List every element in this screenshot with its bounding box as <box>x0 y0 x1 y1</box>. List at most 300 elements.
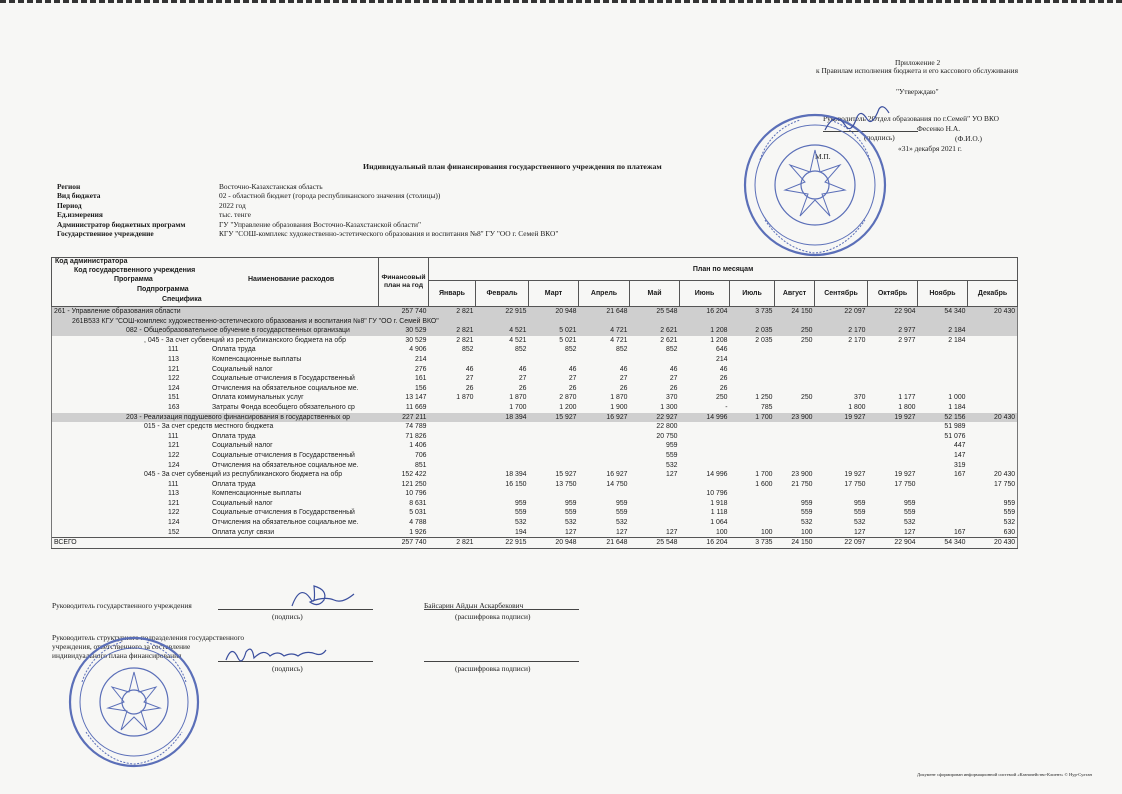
month-value-cell: 22 904 <box>868 307 918 317</box>
month-value-cell <box>630 480 680 490</box>
month-value-cell <box>968 317 1018 327</box>
expense-name: Отчисления на обязательное социальное ме. <box>212 519 359 527</box>
struct-label-2: учреждения, ответственного за составление <box>52 642 191 651</box>
month-value-cell <box>868 384 918 394</box>
month-value-cell: 167 <box>954 528 966 536</box>
month-value-cell <box>775 355 815 365</box>
month-value-cell: 852 <box>666 346 678 354</box>
expense-code-cell <box>52 528 379 538</box>
expense-code-cell <box>52 307 379 317</box>
month-value-cell: 22 097 <box>815 307 868 317</box>
month-value-cell: 2 184 <box>918 326 968 336</box>
month-value-cell: 2 977 <box>898 336 916 344</box>
month-value-cell <box>476 317 529 327</box>
month-value-cell <box>579 451 630 461</box>
expense-code: 082 - Общеобразовательное обучение в государственных организаци <box>126 327 350 335</box>
total-month-cell: 22 904 <box>868 538 918 549</box>
month-value-cell <box>968 432 1018 442</box>
month-value-cell <box>815 489 868 499</box>
head-sign-caption: (подпись) <box>272 612 303 621</box>
month-value-cell: 26 <box>568 384 577 392</box>
month-value-cell: 51 076 <box>944 432 966 440</box>
month-value-cell <box>815 441 868 451</box>
month-value-cell <box>918 508 968 518</box>
table-row <box>52 470 1018 480</box>
annual-total-cell: 4 906 <box>409 346 427 354</box>
month-value-cell <box>968 403 1018 413</box>
month-value-cell: 46 <box>518 365 527 373</box>
table-row <box>52 403 1018 413</box>
table-row <box>52 307 1018 317</box>
month-value-cell: 532 <box>801 519 813 527</box>
month-value-cell <box>775 374 815 384</box>
month-value-cell: 5 021 <box>559 336 577 344</box>
month-value-cell: 959 <box>666 442 678 450</box>
total-month-cell: 20 430 <box>968 538 1018 549</box>
expense-name: Компенсационные выплаты <box>212 355 302 363</box>
month-value-cell: 2 621 <box>660 336 678 344</box>
month-value-cell <box>815 461 868 471</box>
month-header: Июль <box>730 281 775 307</box>
meta-value: Восточно-Казахстанская область <box>219 182 323 191</box>
expense-name-header: Наименование расходов <box>248 276 335 283</box>
table-row <box>52 422 1018 432</box>
month-value-cell: 100 <box>761 528 773 536</box>
month-value-cell <box>968 345 1018 355</box>
expense-code: 113 <box>168 355 179 363</box>
expense-code-cell <box>52 345 379 355</box>
month-value-cell: 19 927 <box>894 471 916 479</box>
expense-name: Социальные отчисления в Государственный <box>212 451 355 459</box>
month-value-cell <box>730 441 775 451</box>
meta-value: ГУ "Управление образования Восточно-Казахстанской области" <box>219 219 422 229</box>
month-value-cell <box>868 451 918 461</box>
month-value-cell: 127 <box>854 528 866 536</box>
month-value-cell <box>775 441 815 451</box>
month-header: Сентябрь <box>815 281 868 307</box>
expense-code-cell <box>52 499 379 509</box>
annual-total-cell: 152 422 <box>401 471 427 479</box>
month-value-cell: 26 <box>465 384 474 392</box>
month-value-cell <box>815 317 868 327</box>
table-row <box>52 317 1018 327</box>
expense-code: 122 <box>168 451 180 459</box>
head-decode-caption: (расшифровка подписи) <box>455 612 531 621</box>
month-value-cell: 52 156 <box>918 413 968 423</box>
meta-row <box>57 210 558 219</box>
month-value-cell <box>868 317 918 327</box>
month-value-cell <box>429 508 476 518</box>
code-admin-header: Код администратора <box>55 258 128 265</box>
meta-key: Ед.измерения <box>57 210 103 220</box>
month-value-cell <box>476 451 529 461</box>
total-label: ВСЕГО <box>52 538 379 549</box>
month-value-cell <box>476 432 529 442</box>
month-value-cell: 532 <box>515 519 527 527</box>
month-value-cell <box>429 480 476 490</box>
month-value-cell: 1 870 <box>456 394 474 402</box>
table-row <box>52 432 1018 442</box>
month-value-cell <box>529 432 579 442</box>
meta-key: Регион <box>57 182 81 191</box>
expense-code-cell <box>52 365 379 375</box>
total-month-cell: 22 097 <box>815 538 868 549</box>
month-value-cell: 1 700 <box>509 403 527 411</box>
month-value-cell: 22 927 <box>630 413 680 423</box>
month-value-cell <box>429 441 476 451</box>
month-value-cell: 2 170 <box>848 336 866 344</box>
month-value-cell: 100 <box>716 528 728 536</box>
month-value-cell: 17 750 <box>968 480 1018 490</box>
month-value-cell <box>429 461 476 471</box>
month-header: Октябрь <box>868 281 918 307</box>
expense-code: 124 <box>168 461 180 469</box>
expense-name: Оплата услуг связи <box>212 528 275 536</box>
month-value-cell: 18 394 <box>505 471 527 479</box>
month-value-cell <box>868 422 918 432</box>
month-value-cell <box>775 365 815 375</box>
month-value-cell <box>868 355 918 365</box>
month-value-cell: 852 <box>462 346 474 354</box>
expense-code-cell <box>52 384 379 394</box>
annual-total-cell: 71 826 <box>405 432 427 440</box>
month-value-cell: 14 996 <box>706 471 728 479</box>
month-value-cell: 127 <box>666 528 678 536</box>
month-value-cell <box>968 489 1018 499</box>
expense-code: 121 <box>168 499 180 507</box>
expense-code-cell <box>52 480 379 490</box>
month-value-cell: 532 <box>854 519 866 527</box>
month-header: Ноябрь <box>918 281 968 307</box>
month-value-cell: 559 <box>616 509 628 517</box>
month-value-cell <box>680 451 730 461</box>
expense-code-cell <box>52 403 379 413</box>
month-value-cell <box>730 508 775 518</box>
month-value-cell <box>680 422 730 432</box>
code-institution-header: Код государственного учреждения <box>74 267 196 274</box>
meta-key: Вид бюджета <box>57 191 101 201</box>
expense-name: Отчисления на обязательное социальное ме. <box>212 384 359 392</box>
month-value-cell: 24 150 <box>775 307 815 317</box>
month-value-cell: 2 035 <box>755 336 773 344</box>
annual-total-cell: 161 <box>415 375 427 383</box>
expense-code: 203 - Реализация подушевого финансирования в государственных ор <box>126 413 350 421</box>
month-value-cell: 15 927 <box>555 471 577 479</box>
table-row <box>52 326 1018 336</box>
month-value-cell: 27 <box>669 375 678 383</box>
month-value-cell: 2 621 <box>630 326 680 336</box>
meta-row <box>57 191 558 200</box>
table-row <box>52 393 1018 403</box>
month-value-cell <box>815 432 868 442</box>
month-value-cell: 26 <box>518 384 527 392</box>
approver-signature <box>820 108 900 138</box>
month-value-cell <box>680 480 730 490</box>
meta-value: КГУ "СОШ-комплекс художественно-эстетического образования и воспитания №8" ГУ "ОО г. Семей ВКО" <box>219 229 559 239</box>
month-value-cell: 2 977 <box>868 326 918 336</box>
meta-row <box>57 229 558 238</box>
month-value-cell: 26 <box>669 384 678 392</box>
month-value-cell <box>918 489 968 499</box>
month-value-cell <box>968 365 1018 375</box>
month-value-cell: 100 <box>801 528 813 536</box>
expense-code-cell <box>52 326 379 336</box>
annual-total-cell: 4 788 <box>409 519 427 527</box>
approval-date: «31» декабря 2021 г. <box>898 144 962 153</box>
month-value-cell: 250 <box>775 326 815 336</box>
month-value-cell: 18 394 <box>476 413 529 423</box>
mp-label: М.П. <box>815 152 831 161</box>
month-value-cell <box>815 345 868 355</box>
table-row <box>52 336 1018 346</box>
month-value-cell: 54 340 <box>918 307 968 317</box>
month-value-cell: 959 <box>801 499 813 507</box>
expense-name: Затраты Фонда всеобщего обязательного ср <box>212 403 355 411</box>
annual-total-cell: 851 <box>415 461 427 469</box>
month-value-cell <box>968 393 1018 403</box>
table-row <box>52 384 1018 394</box>
month-value-cell: 127 <box>904 528 916 536</box>
expense-code-cell <box>52 508 379 518</box>
month-value-cell <box>918 499 968 509</box>
page-edge <box>0 0 1122 7</box>
expense-code-cell <box>52 432 379 442</box>
annual-total-cell: 121 250 <box>401 480 427 488</box>
table-row <box>52 413 1018 423</box>
expense-name: Социальные отчисления в Государственный <box>212 375 355 383</box>
month-value-cell: 4 521 <box>476 326 529 336</box>
approver-fio-caption: (Ф.И.О.) <box>955 134 982 143</box>
month-value-cell <box>730 374 775 384</box>
total-annual-cell: 257 740 <box>379 538 429 549</box>
head-name: Байсарин Айдын Аскарбекович <box>424 601 524 610</box>
expense-name: Оплата труда <box>212 480 256 488</box>
month-value-cell: 1 918 <box>710 499 728 507</box>
meta-value: тыс. тенге <box>219 210 251 220</box>
month-header: Январь <box>429 281 476 307</box>
month-value-cell <box>968 326 1018 336</box>
month-value-cell <box>579 432 630 442</box>
expense-code: 151 <box>168 394 180 402</box>
month-value-cell <box>579 422 630 432</box>
month-value-cell: 852 <box>515 346 527 354</box>
month-value-cell: 10 796 <box>706 490 728 498</box>
expense-code: 124 <box>168 384 180 392</box>
month-value-cell <box>968 451 1018 461</box>
expense-name: Социальный налог <box>212 499 273 507</box>
month-value-cell <box>529 461 579 471</box>
table-row <box>52 499 1018 509</box>
month-value-cell <box>630 355 680 365</box>
month-value-cell: 370 <box>666 394 678 402</box>
month-value-cell: 559 <box>515 509 527 517</box>
annual-total-cell: 8 631 <box>409 499 427 507</box>
code-name-header <box>52 258 379 307</box>
month-value-cell <box>476 489 529 499</box>
expense-code-cell <box>52 355 379 365</box>
month-value-cell: 1 184 <box>948 403 966 411</box>
month-value-cell <box>918 317 968 327</box>
month-value-cell <box>730 365 775 375</box>
month-value-cell <box>730 422 775 432</box>
month-value-cell: 26 <box>719 375 728 383</box>
annual-total-cell: 30 529 <box>379 326 429 336</box>
plan-table <box>51 257 1018 549</box>
month-value-cell <box>529 422 579 432</box>
month-value-cell <box>730 317 775 327</box>
month-value-cell <box>476 461 529 471</box>
month-value-cell <box>429 422 476 432</box>
month-value-cell <box>429 470 476 480</box>
table-row <box>52 508 1018 518</box>
month-value-cell: 2 821 <box>456 336 474 344</box>
month-value-cell: 4 721 <box>610 336 628 344</box>
annual-total-cell: 30 529 <box>405 336 427 344</box>
month-value-cell: 26 <box>719 384 728 392</box>
month-value-cell <box>968 384 1018 394</box>
total-month-cell: 20 948 <box>529 538 579 549</box>
plan-table-body <box>52 307 1018 549</box>
expense-code-cell <box>52 413 379 423</box>
month-value-cell: 214 <box>716 355 728 363</box>
month-value-cell <box>868 345 918 355</box>
month-value-cell <box>868 365 918 375</box>
total-month-cell: 16 204 <box>680 538 730 549</box>
month-value-cell: 1 870 <box>610 394 628 402</box>
annual-total-cell: 13 147 <box>405 394 427 402</box>
month-value-cell <box>630 317 680 327</box>
expense-code: 121 <box>168 442 180 450</box>
month-value-cell: 19 927 <box>868 413 918 423</box>
month-value-cell: 852 <box>565 346 577 354</box>
month-value-cell: 20 430 <box>968 413 1018 423</box>
table-row <box>52 528 1018 538</box>
month-value-cell: - <box>725 403 728 411</box>
approved-label: "Утверждаю" <box>896 87 939 96</box>
month-value-cell: 447 <box>954 442 966 450</box>
month-value-cell: 559 <box>666 451 678 459</box>
month-value-cell: 959 <box>904 499 916 507</box>
month-value-cell: 532 <box>968 518 1018 528</box>
annual-total-cell: 214 <box>415 355 427 363</box>
month-value-cell: 959 <box>968 499 1018 509</box>
expense-code: 111 <box>168 346 179 354</box>
annual-plan-header: Финансовый план на год <box>379 258 429 307</box>
month-value-cell <box>775 345 815 355</box>
expense-code: 015 - За счет средств местного бюджета <box>144 423 274 431</box>
month-value-cell <box>680 441 730 451</box>
month-value-cell: 46 <box>465 365 474 373</box>
expense-code-cell <box>52 374 379 384</box>
month-value-cell <box>730 451 775 461</box>
month-value-cell <box>775 384 815 394</box>
meta-key: Администратор бюджетных программ <box>57 219 186 229</box>
head-label: Руководитель государственного учреждения <box>52 601 192 610</box>
month-value-cell: 532 <box>904 519 916 527</box>
month-value-cell <box>630 508 680 518</box>
month-value-cell <box>815 451 868 461</box>
month-value-cell <box>918 365 968 375</box>
month-value-cell: 20 750 <box>656 432 678 440</box>
month-value-cell: 250 <box>716 394 728 402</box>
month-value-cell: 4 521 <box>509 336 527 344</box>
month-value-cell: 51 989 <box>944 423 966 431</box>
month-value-cell <box>579 461 630 471</box>
expense-code-cell <box>52 393 379 403</box>
month-value-cell <box>630 499 680 509</box>
month-value-cell: 2 821 <box>429 307 476 317</box>
month-value-cell: 19 927 <box>844 471 866 479</box>
month-value-cell: 13 750 <box>555 480 577 488</box>
month-value-cell: 147 <box>954 451 966 459</box>
month-header: Март <box>529 281 579 307</box>
month-value-cell: 959 <box>616 499 628 507</box>
month-value-cell: 250 <box>801 394 813 402</box>
month-value-cell: 559 <box>801 509 813 517</box>
total-row <box>52 538 1018 549</box>
month-value-cell: 27 <box>518 375 527 383</box>
month-value-cell: 1 870 <box>509 394 527 402</box>
rules-label: к Правилам исполнения бюджета и его кассового обслуживания <box>816 66 1019 75</box>
month-value-cell: 559 <box>565 509 577 517</box>
expense-code: 122 <box>168 375 180 383</box>
month-value-cell <box>868 374 918 384</box>
month-value-cell <box>579 489 630 499</box>
table-row <box>52 518 1018 528</box>
table-row <box>52 374 1018 384</box>
month-value-cell: 1 177 <box>898 394 916 402</box>
month-value-cell: 1 208 <box>680 326 730 336</box>
total-month-cell: 25 548 <box>630 538 680 549</box>
appendix-label: Приложение 2 <box>895 58 941 67</box>
month-value-cell: 20 430 <box>968 470 1018 480</box>
monthly-plan-header: План по месяцам <box>429 258 1018 281</box>
month-value-cell: 20 948 <box>529 307 579 317</box>
month-value-cell: 127 <box>666 471 678 479</box>
month-value-cell <box>815 355 868 365</box>
total-month-cell: 3 735 <box>730 538 775 549</box>
month-value-cell <box>730 432 775 442</box>
month-value-cell: 1 800 <box>848 403 866 411</box>
month-value-cell <box>730 384 775 394</box>
expense-code: 261 - Управление образования области <box>54 308 181 315</box>
month-value-cell: 127 <box>616 528 628 536</box>
expense-code: 045 - За счет субвенций из республиканского бюджета на обр <box>144 471 343 479</box>
annual-total-cell: 1 406 <box>409 442 427 450</box>
month-value-cell <box>775 489 815 499</box>
month-value-cell <box>429 403 476 413</box>
expense-code-cell <box>52 470 379 480</box>
month-value-cell <box>730 345 775 355</box>
month-value-cell <box>476 441 529 451</box>
total-month-cell: 54 340 <box>918 538 968 549</box>
month-value-cell: 25 548 <box>630 307 680 317</box>
month-value-cell <box>730 489 775 499</box>
meta-block <box>57 182 558 238</box>
month-value-cell <box>429 432 476 442</box>
expense-name: Отчисления на обязательное социальное ме. <box>212 461 359 469</box>
month-value-cell <box>730 355 775 365</box>
meta-value: 02 - областной бюджет (города республиканского значения (столицы)) <box>219 191 441 201</box>
expense-code: , 045 - За счет субвенций из республиканского бюджета на обр <box>144 336 346 344</box>
month-value-cell <box>579 441 630 451</box>
expense-name: Оплата труда <box>212 346 256 354</box>
month-value-cell: 46 <box>719 365 728 373</box>
annual-total-cell: 5 031 <box>409 509 427 517</box>
table-row <box>52 480 1018 490</box>
expense-code: 111 <box>168 480 179 488</box>
month-value-cell: 646 <box>716 346 728 354</box>
